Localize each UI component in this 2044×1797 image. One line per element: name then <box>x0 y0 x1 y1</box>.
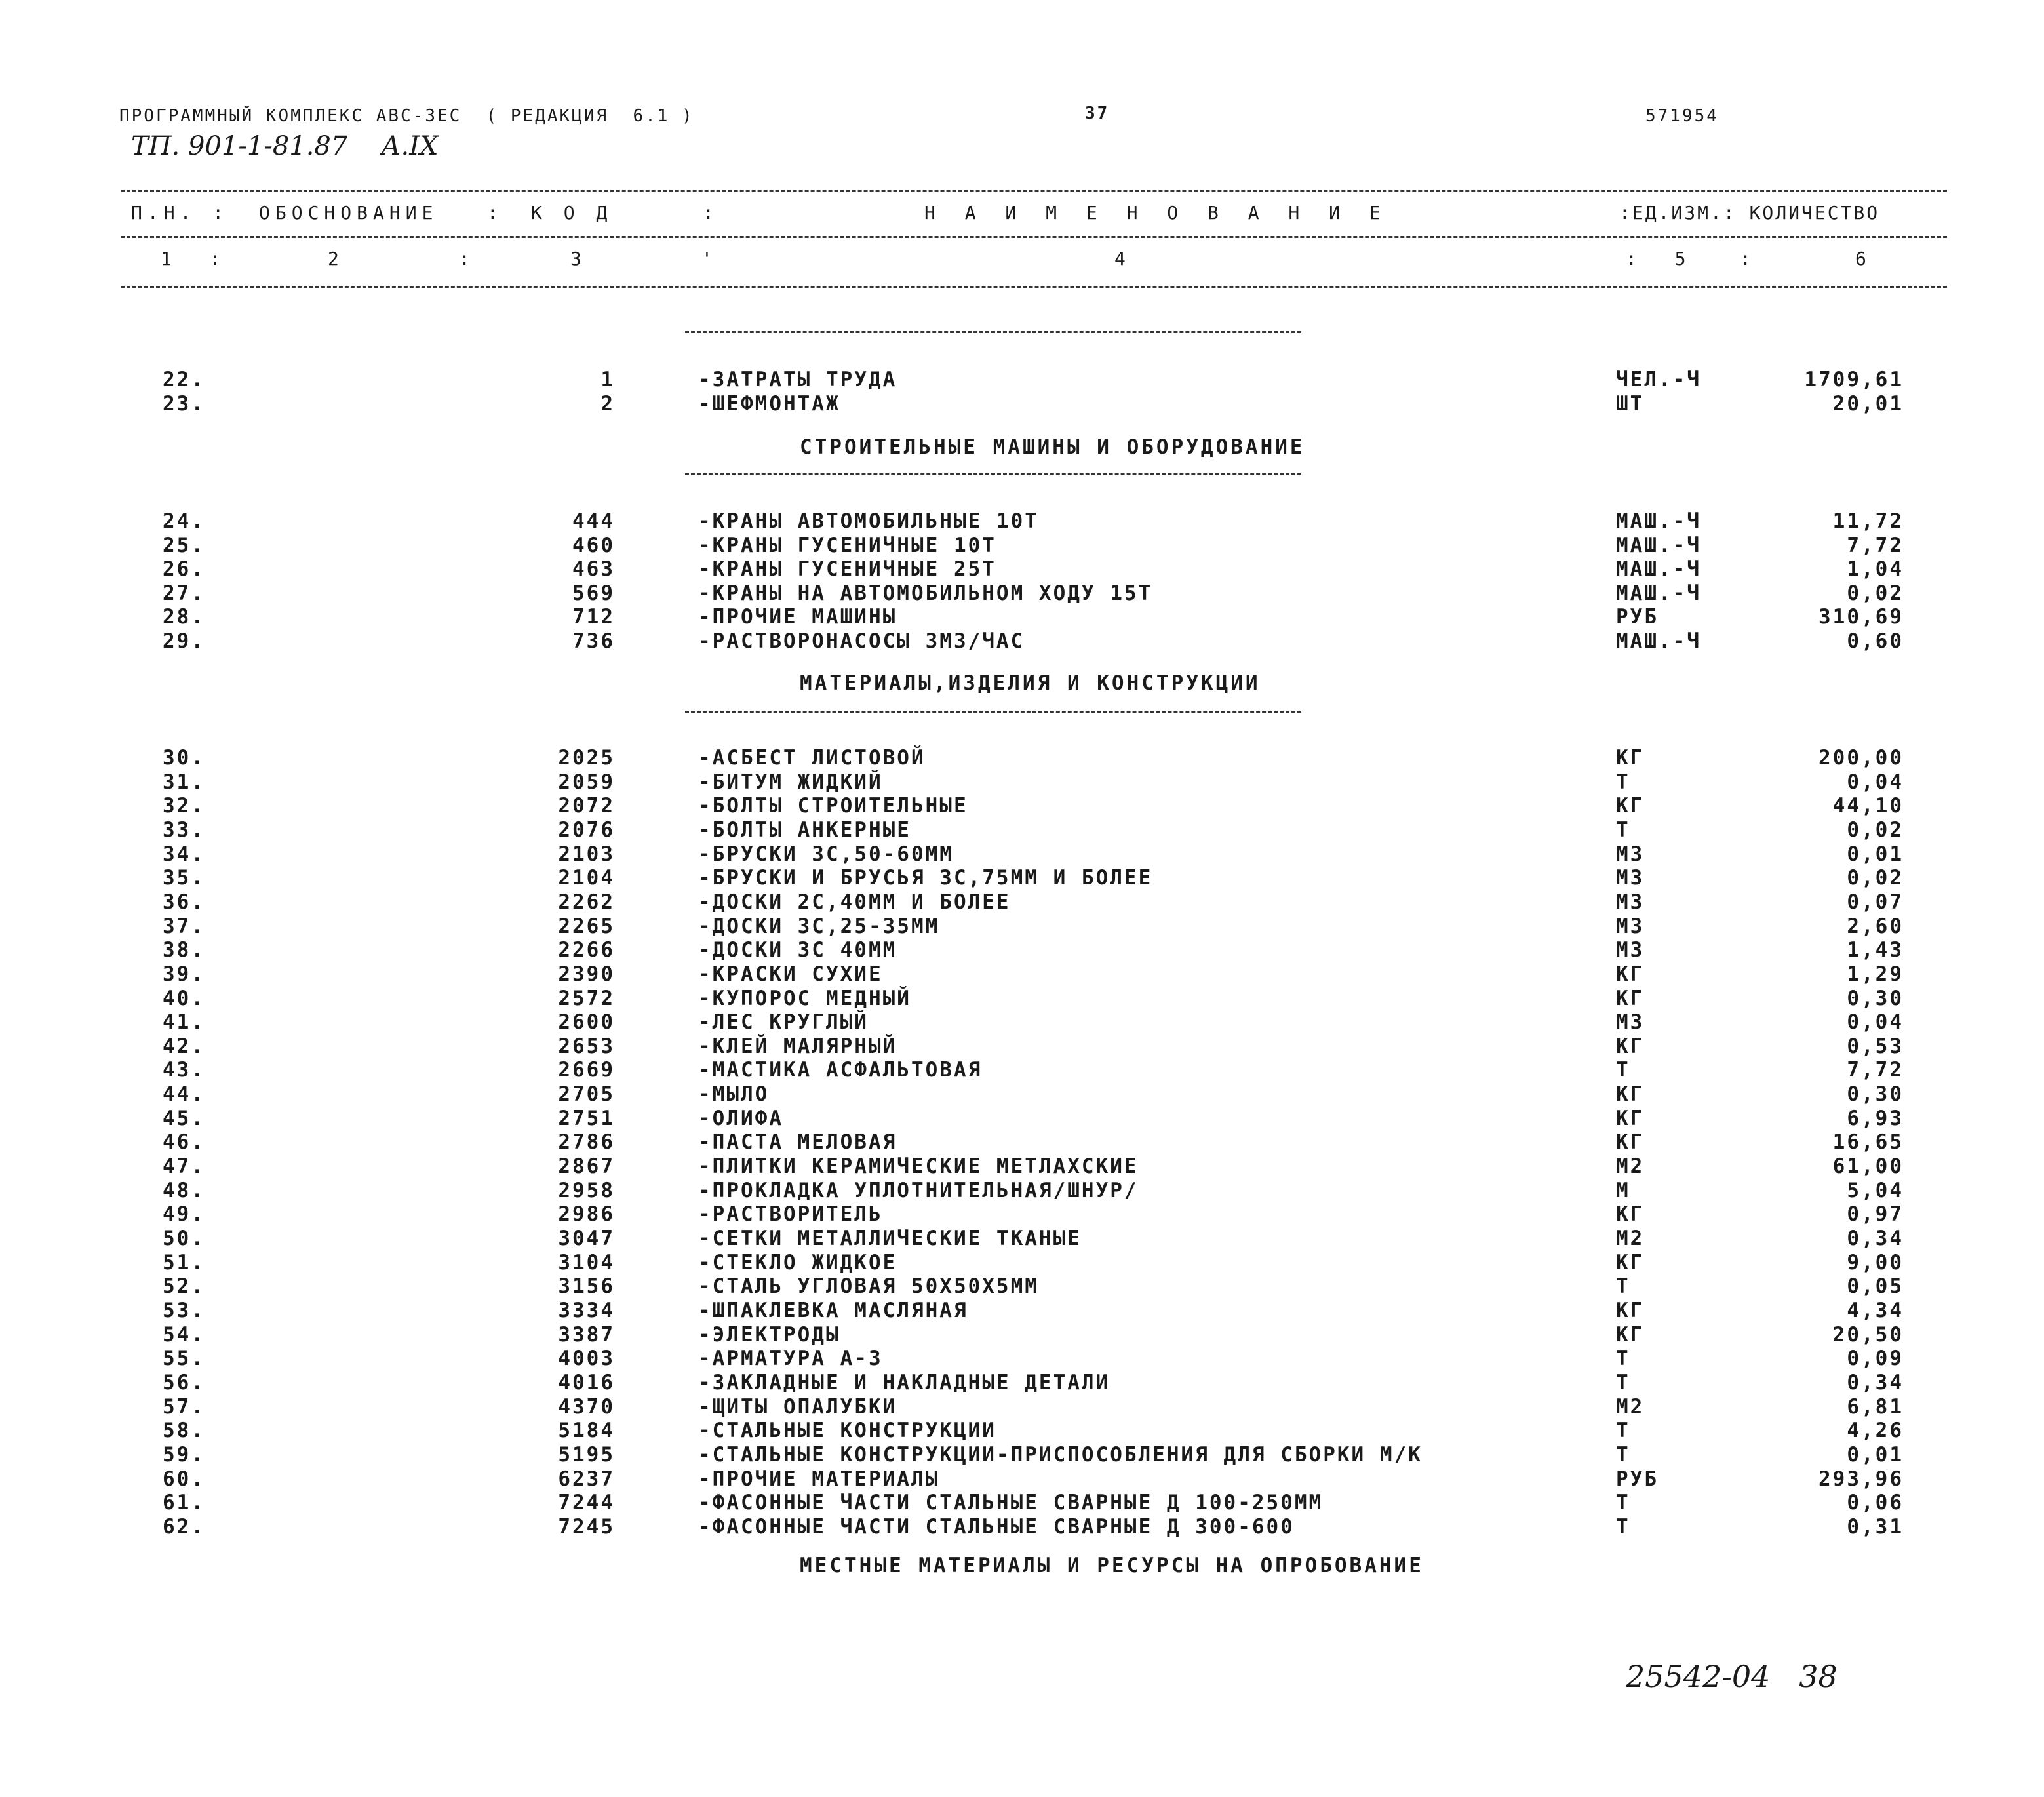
row-code: 2600 <box>558 1010 615 1035</box>
section-rule <box>685 331 1301 333</box>
row-number: 38. <box>163 938 205 962</box>
row-number: 46. <box>163 1130 205 1155</box>
row-number: 57. <box>163 1394 205 1419</box>
table-row <box>0 987 2044 1010</box>
col-number-3: 3 <box>570 248 587 269</box>
row-code: 2265 <box>558 914 615 938</box>
row-quantity: 7,72 <box>1847 1058 1904 1082</box>
row-name: -СТАЛЬНЫЕ КОНСТРУКЦИИ-ПРИСПОСОБЛЕНИЯ ДЛЯ СБОРКИ М/К <box>698 1442 1423 1467</box>
header-rule-middle <box>121 236 1947 238</box>
row-unit: М2 <box>1616 1227 1645 1250</box>
row-number: 41. <box>163 1010 205 1035</box>
row-quantity: 44,10 <box>1832 794 1904 818</box>
table-row <box>0 1395 2044 1419</box>
row-unit: РУБ <box>1616 605 1659 629</box>
col-header-sep: : <box>703 202 719 224</box>
row-quantity: 0,34 <box>1847 1370 1904 1394</box>
row-quantity: 0,30 <box>1847 986 1904 1010</box>
row-quantity: 4,34 <box>1847 1298 1904 1322</box>
row-code: 2653 <box>558 1034 615 1058</box>
row-unit: М2 <box>1616 1155 1645 1179</box>
row-name: -ЛЕС КРУГЛЫЙ <box>698 1010 869 1035</box>
row-code: 2986 <box>558 1202 615 1227</box>
section-rule <box>685 711 1301 713</box>
row-quantity: 1709,61 <box>1804 368 1904 391</box>
row-name: -РАСТВОРОНАСОСЫ 3М3/ЧАС <box>698 629 1025 653</box>
row-quantity: 0,31 <box>1847 1514 1904 1539</box>
table-row <box>0 746 2044 770</box>
row-number: 26. <box>163 557 205 581</box>
row-unit: КГ <box>1616 794 1645 818</box>
section-title-machines: СТРОИТЕЛЬНЫЕ МАШИНЫ И ОБОРУДОВАНИЕ <box>800 435 1305 459</box>
header-rule-top <box>121 190 1947 192</box>
row-unit: Т <box>1616 1419 1630 1443</box>
row-name: -ЗАТРАТЫ ТРУДА <box>698 368 897 391</box>
row-name: -МЫЛО <box>698 1082 770 1107</box>
row-unit: М3 <box>1616 842 1645 866</box>
header-rule-bottom <box>121 286 1947 288</box>
row-code: 1 <box>600 368 615 391</box>
row-unit: МАШ.-Ч <box>1616 629 1701 653</box>
row-number: 29. <box>163 629 205 653</box>
row-quantity: 0,06 <box>1847 1491 1904 1515</box>
row-unit: Т <box>1616 1347 1630 1371</box>
row-name: -ПРОЧИЕ МАШИНЫ <box>698 605 897 629</box>
row-quantity: 5,04 <box>1847 1178 1904 1202</box>
row-number: 49. <box>163 1202 205 1227</box>
row-number: 51. <box>163 1250 205 1274</box>
row-quantity: 0,30 <box>1847 1082 1904 1107</box>
row-code: 3387 <box>558 1322 615 1347</box>
row-unit: М3 <box>1616 866 1645 890</box>
section-title-local: МЕСТНЫЕ МАТЕРИАЛЫ И РЕСУРСЫ НА ОПРОБОВАНИЕ <box>800 1554 1424 1577</box>
row-name: -АСБЕСТ ЛИСТОВОЙ <box>698 746 926 770</box>
row-code: 2669 <box>558 1058 615 1082</box>
section-title-materials: МАТЕРИАЛЫ,ИЗДЕЛИЯ И КОНСТРУКЦИИ <box>800 671 1261 695</box>
row-quantity: 0,04 <box>1847 770 1904 794</box>
row-number: 34. <box>163 842 205 866</box>
col-number-1: 1 : <box>161 248 226 269</box>
row-unit: КГ <box>1616 1082 1645 1107</box>
row-code: 712 <box>572 605 615 629</box>
row-code: 7244 <box>558 1491 615 1515</box>
row-unit: М3 <box>1616 938 1645 962</box>
row-unit: М3 <box>1616 890 1645 914</box>
row-unit: КГ <box>1616 1322 1645 1347</box>
row-quantity: 200,00 <box>1818 746 1904 770</box>
row-unit: М2 <box>1616 1394 1645 1419</box>
table-row <box>0 1035 2044 1058</box>
row-quantity: 0,01 <box>1847 842 1904 866</box>
row-number: 23. <box>163 391 205 416</box>
table-row <box>0 1179 2044 1202</box>
row-number: 43. <box>163 1058 205 1082</box>
row-number: 47. <box>163 1155 205 1179</box>
row-unit: МАШ.-Ч <box>1616 533 1701 557</box>
row-number: 44. <box>163 1082 205 1107</box>
table-row <box>0 392 2044 416</box>
row-name: -АРМАТУРА А-3 <box>698 1347 883 1371</box>
row-name: -ДОСКИ 2С,40ММ И БОЛЕЕ <box>698 890 1011 914</box>
table-row <box>0 1227 2044 1250</box>
row-quantity: 61,00 <box>1832 1155 1904 1179</box>
document-code: 571954 <box>1645 106 1719 126</box>
row-quantity: 0,34 <box>1847 1227 1904 1250</box>
table-row <box>0 1299 2044 1322</box>
row-number: 22. <box>163 368 205 391</box>
row-name: -ОЛИФА <box>698 1106 783 1130</box>
table-row <box>0 1419 2044 1442</box>
row-number: 37. <box>163 914 205 938</box>
row-unit: МАШ.-Ч <box>1616 509 1701 533</box>
row-quantity: 0,02 <box>1847 818 1904 842</box>
row-number: 45. <box>163 1106 205 1130</box>
table-row <box>0 509 2044 533</box>
row-quantity: 20,01 <box>1832 391 1904 416</box>
table-row <box>0 605 2044 629</box>
row-quantity: 1,29 <box>1847 962 1904 986</box>
row-unit: МАШ.-Ч <box>1616 557 1701 581</box>
row-unit: КГ <box>1616 1034 1645 1058</box>
row-unit: КГ <box>1616 1106 1645 1130</box>
row-code: 3104 <box>558 1250 615 1274</box>
row-number: 36. <box>163 890 205 914</box>
table-row <box>0 1274 2044 1298</box>
row-name: -ПРОКЛАДКА УПЛОТНИТЕЛЬНАЯ/ШНУР/ <box>698 1178 1139 1202</box>
row-name: -СЕТКИ МЕТАЛЛИЧЕСКИЕ ТКАНЫЕ <box>698 1227 1082 1250</box>
row-code: 3047 <box>558 1227 615 1250</box>
row-name: -ФАСОННЫЕ ЧАСТИ СТАЛЬНЫЕ СВАРНЫЕ Д 100-250ММ <box>698 1491 1324 1515</box>
table-row <box>0 866 2044 890</box>
table-row <box>0 1082 2044 1106</box>
row-number: 42. <box>163 1034 205 1058</box>
table-row <box>0 557 2044 581</box>
row-code: 2705 <box>558 1082 615 1107</box>
row-code: 3156 <box>558 1274 615 1299</box>
row-number: 40. <box>163 986 205 1010</box>
row-number: 56. <box>163 1370 205 1394</box>
row-number: 32. <box>163 794 205 818</box>
row-quantity: 16,65 <box>1832 1130 1904 1155</box>
row-code: 2076 <box>558 818 615 842</box>
row-number: 58. <box>163 1419 205 1443</box>
row-quantity: 293,96 <box>1818 1467 1904 1491</box>
row-code: 6237 <box>558 1467 615 1491</box>
row-code: 463 <box>572 557 615 581</box>
table-row <box>0 962 2044 986</box>
table-row <box>0 890 2044 914</box>
table-row <box>0 1130 2044 1154</box>
row-unit: Т <box>1616 1058 1630 1082</box>
row-name: -КЛЕЙ МАЛЯРНЫЙ <box>698 1034 897 1058</box>
row-name: -КРАНЫ ГУСЕНИЧНЫЕ 25Т <box>698 557 996 581</box>
row-quantity: 1,43 <box>1847 938 1904 962</box>
row-quantity: 7,72 <box>1847 533 1904 557</box>
table-row <box>0 794 2044 818</box>
row-code: 2103 <box>558 842 615 866</box>
row-code: 4003 <box>558 1347 615 1371</box>
table-row <box>0 818 2044 842</box>
row-name: -БРУСКИ 3С,50-60ММ <box>698 842 954 866</box>
row-name: -СТЕКЛО ЖИДКОЕ <box>698 1250 897 1274</box>
row-number: 39. <box>163 962 205 986</box>
col-number-4: 4 <box>1114 248 1131 269</box>
row-name: -ДОСКИ 3С 40ММ <box>698 938 897 962</box>
row-unit: КГ <box>1616 1130 1645 1155</box>
row-name: -МАСТИКА АСФАЛЬТОВАЯ <box>698 1058 983 1082</box>
row-name: -ШЕФМОНТАЖ <box>698 391 840 416</box>
row-unit: МАШ.-Ч <box>1616 581 1701 605</box>
row-unit: КГ <box>1616 1250 1645 1274</box>
row-quantity: 0,53 <box>1847 1034 1904 1058</box>
table-row <box>0 1371 2044 1394</box>
row-unit: КГ <box>1616 962 1645 986</box>
row-code: 2786 <box>558 1130 615 1155</box>
row-number: 28. <box>163 605 205 629</box>
row-number: 35. <box>163 866 205 890</box>
row-name: -БОЛТЫ СТРОИТЕЛЬНЫЕ <box>698 794 968 818</box>
row-quantity: 0,02 <box>1847 581 1904 605</box>
row-number: 33. <box>163 818 205 842</box>
row-unit: Т <box>1616 1370 1630 1394</box>
row-quantity: 6,81 <box>1847 1394 1904 1419</box>
row-unit: Т <box>1616 1514 1630 1539</box>
table-row <box>0 938 2044 962</box>
table-row <box>0 1515 2044 1539</box>
table-row <box>0 915 2044 938</box>
row-unit: Т <box>1616 1491 1630 1515</box>
table-row <box>0 1251 2044 1274</box>
row-name: -ПРОЧИЕ МАТЕРИАЛЫ <box>698 1467 940 1491</box>
row-code: 2867 <box>558 1155 615 1179</box>
row-name: -ДОСКИ 3С,25-35ММ <box>698 914 940 938</box>
row-name: -ЩИТЫ ОПАЛУБКИ <box>698 1394 897 1419</box>
col-header-basis: ОБОСНОВАНИЕ : <box>259 202 503 224</box>
table-row <box>0 1323 2044 1347</box>
row-unit: Т <box>1616 770 1630 794</box>
row-number: 30. <box>163 746 205 770</box>
row-code: 460 <box>572 533 615 557</box>
col-number-5: : 5 : <box>1626 248 1756 269</box>
row-unit: М3 <box>1616 1010 1645 1035</box>
row-name: -БИТУМ ЖИДКИЙ <box>698 770 883 794</box>
row-quantity: 11,72 <box>1832 509 1904 533</box>
row-code: 5195 <box>558 1442 615 1467</box>
row-unit: КГ <box>1616 746 1645 770</box>
row-unit: М <box>1616 1178 1630 1202</box>
row-code: 5184 <box>558 1419 615 1443</box>
row-unit: Т <box>1616 1442 1630 1467</box>
row-name: -КУПОРОС МЕДНЫЙ <box>698 986 911 1010</box>
table-row <box>0 1347 2044 1370</box>
col-number-tick: ' <box>701 248 718 269</box>
row-number: 27. <box>163 581 205 605</box>
row-code: 2104 <box>558 866 615 890</box>
row-name: -КРАНЫ ГУСЕНИЧНЫЕ 10Т <box>698 533 996 557</box>
row-number: 31. <box>163 770 205 794</box>
row-number: 55. <box>163 1347 205 1371</box>
col-header-code: К О Д <box>531 202 613 224</box>
table-row <box>0 368 2044 391</box>
row-name: -РАСТВОРИТЕЛЬ <box>698 1202 883 1227</box>
row-number: 61. <box>163 1491 205 1515</box>
table-row <box>0 1491 2044 1514</box>
row-quantity: 0,02 <box>1847 866 1904 890</box>
row-unit: КГ <box>1616 1298 1645 1322</box>
table-row <box>0 1155 2044 1178</box>
row-code: 2059 <box>558 770 615 794</box>
col-header-pn: П.Н. : <box>131 202 229 224</box>
table-row <box>0 1107 2044 1130</box>
row-code: 2072 <box>558 794 615 818</box>
row-unit: ЧЕЛ.-Ч <box>1616 368 1701 391</box>
row-code: 7245 <box>558 1514 615 1539</box>
col-number-sep: : <box>459 248 475 269</box>
row-code: 2262 <box>558 890 615 914</box>
row-name: -КРАНЫ НА АВТОМОБИЛЬНОМ ХОДУ 15Т <box>698 581 1153 605</box>
row-code: 2751 <box>558 1106 615 1130</box>
row-code: 569 <box>572 581 615 605</box>
project-reference: ТП. 901-1-81.87 А.IX <box>131 131 439 161</box>
row-name: -КРАСКИ СУХИЕ <box>698 962 883 986</box>
row-code: 2266 <box>558 938 615 962</box>
row-unit: ШТ <box>1616 391 1645 416</box>
row-quantity: 0,60 <box>1847 629 1904 653</box>
col-header-unit-qty: :ЕД.ИЗМ.: КОЛИЧЕСТВО <box>1619 202 1880 224</box>
table-row <box>0 1010 2044 1034</box>
row-quantity: 0,09 <box>1847 1347 1904 1371</box>
row-name: -КРАНЫ АВТОМОБИЛЬНЫЕ 10Т <box>698 509 1039 533</box>
table-row <box>0 629 2044 653</box>
row-number: 54. <box>163 1322 205 1347</box>
table-row <box>0 1202 2044 1226</box>
row-name: -СТАЛЬ УГЛОВАЯ 50Х50Х5ММ <box>698 1274 1039 1299</box>
row-code: 2572 <box>558 986 615 1010</box>
row-unit: КГ <box>1616 1202 1645 1227</box>
table-row <box>0 1058 2044 1082</box>
row-quantity: 1,04 <box>1847 557 1904 581</box>
row-unit: РУБ <box>1616 1467 1659 1491</box>
row-unit: КГ <box>1616 986 1645 1010</box>
section-rule <box>685 473 1301 475</box>
row-number: 25. <box>163 533 205 557</box>
col-number-6: 6 <box>1855 248 1872 269</box>
row-name: -БОЛТЫ АНКЕРНЫЕ <box>698 818 911 842</box>
table-row <box>0 1467 2044 1491</box>
row-number: 24. <box>163 509 205 533</box>
row-name: -ЗАКЛАДНЫЕ И НАКЛАДНЫЕ ДЕТАЛИ <box>698 1370 1110 1394</box>
row-unit: М3 <box>1616 914 1645 938</box>
row-code: 444 <box>572 509 615 533</box>
row-unit: Т <box>1616 1274 1630 1299</box>
archive-stamp: 25542-04 38 <box>1626 1659 1838 1694</box>
row-name: -ЭЛЕКТРОДЫ <box>698 1322 840 1347</box>
row-code: 2 <box>600 391 615 416</box>
row-code: 2025 <box>558 746 615 770</box>
row-name: -БРУСКИ И БРУСЬЯ 3С,75ММ И БОЛЕЕ <box>698 866 1153 890</box>
row-number: 59. <box>163 1442 205 1467</box>
row-number: 60. <box>163 1467 205 1491</box>
row-quantity: 20,50 <box>1832 1322 1904 1347</box>
row-quantity: 310,69 <box>1818 605 1904 629</box>
row-number: 52. <box>163 1274 205 1299</box>
row-number: 48. <box>163 1178 205 1202</box>
table-row <box>0 842 2044 866</box>
table-row <box>0 534 2044 557</box>
table-row <box>0 1443 2044 1467</box>
row-code: 2958 <box>558 1178 615 1202</box>
row-code: 736 <box>572 629 615 653</box>
row-number: 62. <box>163 1514 205 1539</box>
row-code: 2390 <box>558 962 615 986</box>
row-quantity: 0,01 <box>1847 1442 1904 1467</box>
row-quantity: 0,04 <box>1847 1010 1904 1035</box>
row-quantity: 2,60 <box>1847 914 1904 938</box>
program-title: ПРОГРАММНЫЙ КОМПЛЕКС АВС-3ЕС ( РЕДАКЦИЯ 6.1 ) <box>119 106 694 126</box>
row-quantity: 0,07 <box>1847 890 1904 914</box>
row-number: 53. <box>163 1298 205 1322</box>
row-quantity: 9,00 <box>1847 1250 1904 1274</box>
row-name: -ПАСТА МЕЛОВАЯ <box>698 1130 897 1155</box>
row-code: 3334 <box>558 1298 615 1322</box>
row-code: 4016 <box>558 1370 615 1394</box>
col-number-2: 2 <box>328 248 344 269</box>
page-number: 37 <box>1085 104 1110 123</box>
row-number: 50. <box>163 1227 205 1250</box>
table-row <box>0 770 2044 794</box>
row-name: -СТАЛЬНЫЕ КОНСТРУКЦИИ <box>698 1419 996 1443</box>
row-name: -ПЛИТКИ КЕРАМИЧЕСКИЕ МЕТЛАХСКИЕ <box>698 1155 1139 1179</box>
col-header-name: Н А И М Е Н О В А Н И Е <box>924 202 1390 224</box>
row-code: 4370 <box>558 1394 615 1419</box>
row-quantity: 0,97 <box>1847 1202 1904 1227</box>
row-quantity: 6,93 <box>1847 1106 1904 1130</box>
row-unit: Т <box>1616 818 1630 842</box>
table-row <box>0 582 2044 605</box>
row-name: -ШПАКЛЕВКА МАСЛЯНАЯ <box>698 1298 968 1322</box>
row-quantity: 4,26 <box>1847 1419 1904 1443</box>
row-quantity: 0,05 <box>1847 1274 1904 1299</box>
row-name: -ФАСОННЫЕ ЧАСТИ СТАЛЬНЫЕ СВАРНЫЕ Д 300-600 <box>698 1514 1295 1539</box>
